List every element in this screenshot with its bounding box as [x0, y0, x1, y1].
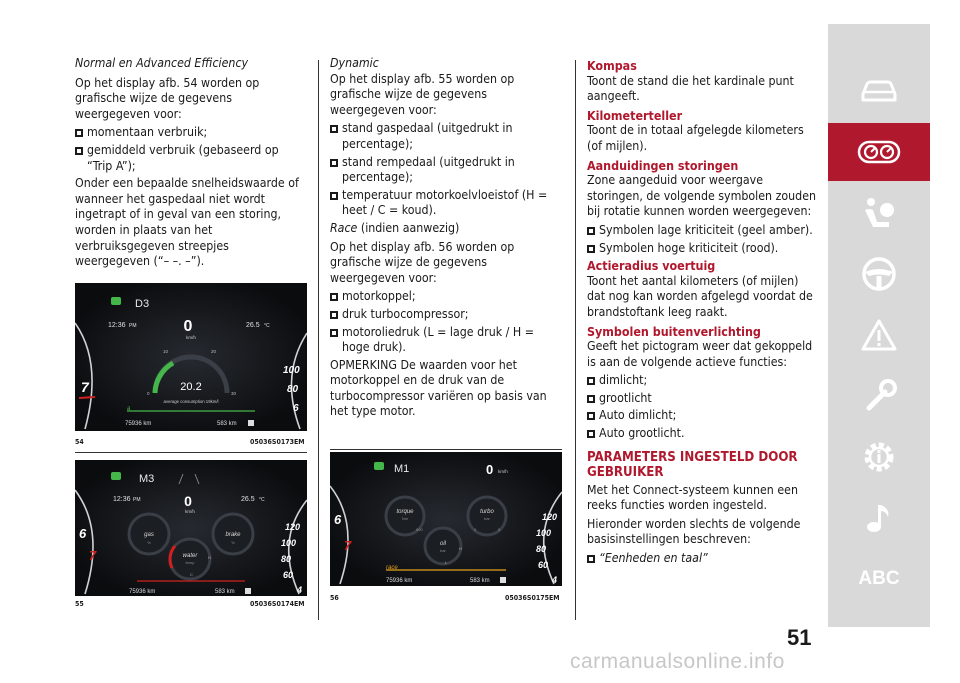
avg-consumption-value: 20.2 — [180, 381, 202, 393]
checkbox-bullet-icon — [587, 377, 595, 385]
svg-text:PM: PM — [129, 323, 137, 329]
col2-note: OPMERKING De waarden voor het motorkoppel en de druk van de turbocompressor variëren op basis van het type motor. — [330, 357, 547, 419]
chapter-tab-maintenance[interactable] — [828, 367, 930, 425]
storingen-list — [587, 223, 819, 256]
figure-55-number: 55 — [75, 600, 84, 608]
chapter-tab-technical[interactable] — [828, 428, 930, 486]
svg-text:C: C — [190, 572, 193, 577]
svg-text:100: 100 — [283, 365, 300, 376]
fuel-icon — [245, 588, 251, 594]
svg-text:%: % — [147, 540, 151, 545]
list-item: grootlicht — [587, 391, 819, 407]
column-divider — [318, 60, 319, 620]
race-mode-label: race — [386, 565, 398, 571]
odometer: 75936 km — [129, 589, 156, 595]
svg-text:6: 6 — [334, 512, 342, 527]
steering-wheel-icon — [861, 256, 897, 292]
svg-text:Nm: Nm — [401, 516, 409, 521]
svg-text:80: 80 — [281, 554, 292, 564]
kompas-text: Toont de stand die het kardinale punt aangeeft. — [587, 73, 794, 104]
section-heading-dynamic: Dynamic — [330, 56, 379, 70]
svg-text:4: 4 — [552, 575, 558, 585]
list-item: Auto grootlicht. — [587, 426, 819, 442]
svg-text:7: 7 — [344, 538, 352, 553]
chapter-tab-driving[interactable] — [828, 245, 930, 303]
dashboard-display-54 — [75, 283, 307, 431]
clock: 12:36 — [108, 322, 126, 329]
buitenverlichting-text: Geeft het pictogram weer dat gekoppeld is aan de volgende actieve functies: — [587, 339, 813, 369]
parameters-text: Met het Connect-systeem kunnen een reeks functies worden ingesteld. — [587, 482, 798, 513]
checkbox-bullet-icon — [330, 329, 338, 337]
svg-text:H: H — [208, 555, 211, 560]
checkbox-bullet-icon — [330, 311, 338, 319]
svg-text:average consumption 19km/l: average consumption 19km/l — [163, 399, 219, 404]
svg-text:km/h: km/h — [498, 469, 508, 474]
list-item: Symbolen hoge kriticiteit (rood). — [587, 241, 819, 257]
figure-55-code: 05036S0174EM — [250, 600, 305, 608]
gear-indicator: M3 — [139, 473, 155, 485]
svg-text:0: 0 — [147, 391, 150, 396]
svg-text:100: 100 — [281, 538, 297, 548]
figure-54-code: 05036S0173EM — [250, 438, 305, 446]
svg-text:600: 600 — [416, 527, 423, 532]
svg-text:%: % — [231, 540, 235, 545]
clock: 12:36 — [113, 496, 131, 503]
section-heading-normal: Normal en Advanced Efficiency — [75, 56, 249, 70]
eco-icon — [111, 297, 121, 305]
chapter-tab-dashboard[interactable] — [828, 123, 930, 181]
actieradius-title: Actieradius voertuig — [587, 258, 716, 274]
svg-text:120: 120 — [542, 512, 558, 522]
checkbox-bullet-icon — [330, 192, 338, 200]
list-item: temperatuur motorkoelvloeistof (H = heet / C = koud). — [330, 188, 562, 219]
checkbox-bullet-icon — [587, 555, 595, 563]
svg-text:4: 4 — [297, 585, 303, 595]
svg-text:60: 60 — [538, 560, 549, 570]
column-2 — [330, 56, 562, 423]
range: 583 km — [215, 589, 235, 595]
figure-54-dashboard — [75, 283, 307, 431]
svg-text:5: 5 — [498, 527, 501, 532]
checkbox-bullet-icon — [330, 159, 338, 167]
car-icon — [859, 78, 899, 104]
figure-56-dashboard — [330, 452, 562, 586]
figure-rule — [330, 449, 562, 450]
figure-55-dashboard — [75, 460, 307, 596]
odometer: 75936 km — [125, 421, 152, 427]
checkbox-bullet-icon — [75, 129, 83, 137]
kilometerteller-text: Toont de in totaal afgelegde kilometers (of mijlen). — [587, 123, 804, 153]
svg-text:brake: brake — [225, 532, 241, 538]
parameters-heading: PARAMETERS INGESTELD DOOR GEBRUIKER — [587, 449, 798, 480]
svg-text:turbo: turbo — [480, 509, 494, 515]
svg-text:oil: oil — [439, 541, 447, 547]
svg-text:0: 0 — [474, 527, 477, 532]
list-item: gemiddeld verbruik (gebaseerd op “Trip A”); — [75, 143, 307, 174]
svg-text:7: 7 — [89, 548, 97, 563]
svg-text:100: 100 — [536, 528, 552, 538]
dashboard-display-56 — [330, 452, 562, 586]
fuel-icon — [248, 420, 254, 426]
fuel-icon — [500, 577, 506, 583]
chapter-tab-car[interactable] — [828, 62, 930, 120]
chapter-tab-emergency[interactable] — [828, 306, 930, 364]
svg-text:gas: gas — [144, 532, 154, 538]
gear-indicator: D3 — [135, 298, 150, 310]
svg-text:6: 6 — [79, 526, 87, 541]
chapter-tab-safety[interactable] — [828, 184, 930, 242]
speed-value: 0 — [486, 462, 494, 477]
list-item: momentaan verbruik; — [75, 125, 307, 141]
checkbox-bullet-icon — [330, 125, 338, 133]
wrench-icon — [861, 378, 897, 414]
airbag-icon — [859, 196, 899, 230]
svg-text:10: 10 — [163, 349, 169, 354]
figure-56-number: 56 — [330, 594, 339, 602]
svg-text:H: H — [459, 546, 462, 551]
list-item: motorkoppel; — [330, 289, 562, 305]
column-1 — [75, 56, 307, 273]
svg-text:water: water — [182, 553, 198, 559]
kilometerteller-title: Kilometerteller — [587, 107, 683, 123]
checkbox-bullet-icon — [75, 147, 83, 155]
svg-text:km/h: km/h — [185, 509, 195, 514]
eco-icon — [374, 462, 384, 470]
list-item: Auto dimlicht; — [587, 408, 819, 424]
svg-text:80: 80 — [536, 544, 547, 554]
page-number: 51 — [787, 625, 812, 650]
svg-text:bar: bar — [440, 548, 446, 553]
svg-text:30: 30 — [231, 391, 237, 396]
speed-value: 0 — [184, 493, 192, 509]
buitenverlichting-title: Symbolen buitenverlichting — [587, 323, 761, 339]
col1-para: Onder een bepaalde snelheidswaarde of wanneer het gaspedaal niet wordt ingetrapt of in geval van een storing, worden in plaats van het verbruiksgegeven streepjes weergegeven (“– –. –”). — [75, 176, 299, 269]
eco-icon — [111, 472, 121, 480]
checkbox-bullet-icon — [330, 293, 338, 301]
svg-text:120: 120 — [285, 522, 301, 532]
kompas-title: Kompas — [587, 58, 637, 73]
parameters-list — [587, 551, 819, 567]
list-item: dimlicht; — [587, 373, 819, 389]
figure-56-code: 05036S0175EM — [505, 594, 560, 602]
figure-54-number: 54 — [75, 438, 84, 446]
col2-intro2: Op het display afb. 56 worden op grafische wijze de gegevens weergegeven voor: — [330, 239, 515, 285]
col1-list — [75, 125, 307, 174]
svg-text:°C: °C — [264, 323, 270, 329]
column-divider — [575, 60, 576, 620]
verlichting-list — [587, 373, 819, 441]
svg-text:80: 80 — [287, 384, 299, 395]
speed-value: 0 — [183, 318, 193, 335]
svg-text:°C: °C — [259, 497, 265, 503]
svg-text:20: 20 — [211, 349, 217, 354]
checkbox-bullet-icon — [587, 412, 595, 420]
dashboard-gauges-icon — [857, 139, 901, 165]
watermark: carmanualsonline.info — [570, 650, 785, 673]
music-note-icon — [864, 501, 894, 535]
svg-text:6: 6 — [293, 403, 299, 414]
list-item: stand gaspedaal (uitgedrukt in percentage); — [330, 121, 562, 152]
race-heading: Race (indien aanwezig) — [330, 220, 460, 235]
chapter-tab-index[interactable] — [828, 550, 930, 608]
warning-triangle-icon — [860, 318, 898, 352]
checkbox-bullet-icon — [587, 227, 595, 235]
figure-rule — [75, 452, 307, 453]
list-item: druk turbocompressor; — [330, 307, 562, 323]
list-item: “Eenheden en taal” — [587, 551, 819, 567]
svg-text:60: 60 — [283, 570, 294, 580]
svg-text:L: L — [445, 560, 448, 565]
column-3 — [587, 56, 819, 569]
gear-indicator: M1 — [394, 463, 410, 475]
svg-text:bar: bar — [484, 516, 490, 521]
list-item: stand rempedaal (uitgedrukt in percentage); — [330, 155, 562, 186]
eco-a-icon: a — [127, 406, 131, 412]
abc-index-label: ABC — [858, 568, 900, 589]
dashboard-display-55 — [75, 460, 307, 596]
storingen-title: Aanduidingen storingen — [587, 157, 739, 173]
svg-text:torque: torque — [396, 509, 414, 515]
gear-info-icon — [860, 438, 898, 476]
col2-list — [330, 121, 562, 219]
checkbox-bullet-icon — [587, 430, 595, 438]
outside-temp: 26.5 — [241, 496, 255, 503]
svg-text:temp: temp — [185, 560, 195, 565]
checkbox-bullet-icon — [587, 395, 595, 403]
chapter-tab-multimedia[interactable] — [828, 489, 930, 547]
col2-list2 — [330, 289, 562, 355]
range: 583 km — [470, 578, 490, 584]
chapter-sidebar — [828, 24, 930, 627]
list-item: Symbolen lage kriticiteit (geel amber). — [587, 223, 819, 239]
outside-temp: 26.5 — [246, 322, 260, 329]
odometer: 75936 km — [386, 578, 413, 584]
storingen-text: Zone aangeduid voor weergave storingen, de volgende symbolen zouden bij rotatie kunnen worden weergegeven: — [587, 173, 817, 219]
actieradius-text: Toont het aantal kilometers (of mijlen) dat nog kan worden afgelegd voordat de brandstoftank leeg raakt. — [587, 273, 813, 319]
svg-text:PM: PM — [133, 497, 141, 503]
list-item: motoroliedruk (L = lage druk / H = hoge druk). — [330, 325, 562, 356]
parameters-text2: Hieronder worden slechts de volgende basisinstellingen beschreven: — [587, 516, 801, 547]
svg-text:km/h: km/h — [186, 335, 196, 340]
col2-intro: Op het display afb. 55 worden op grafische wijze de gegevens weergegeven voor: — [330, 71, 515, 117]
svg-text:7: 7 — [81, 379, 89, 395]
range: 583 km — [217, 421, 237, 427]
col1-intro: Op het display afb. 54 worden op grafische wijze de gegevens weergegeven voor: — [75, 75, 260, 121]
checkbox-bullet-icon — [587, 245, 595, 253]
